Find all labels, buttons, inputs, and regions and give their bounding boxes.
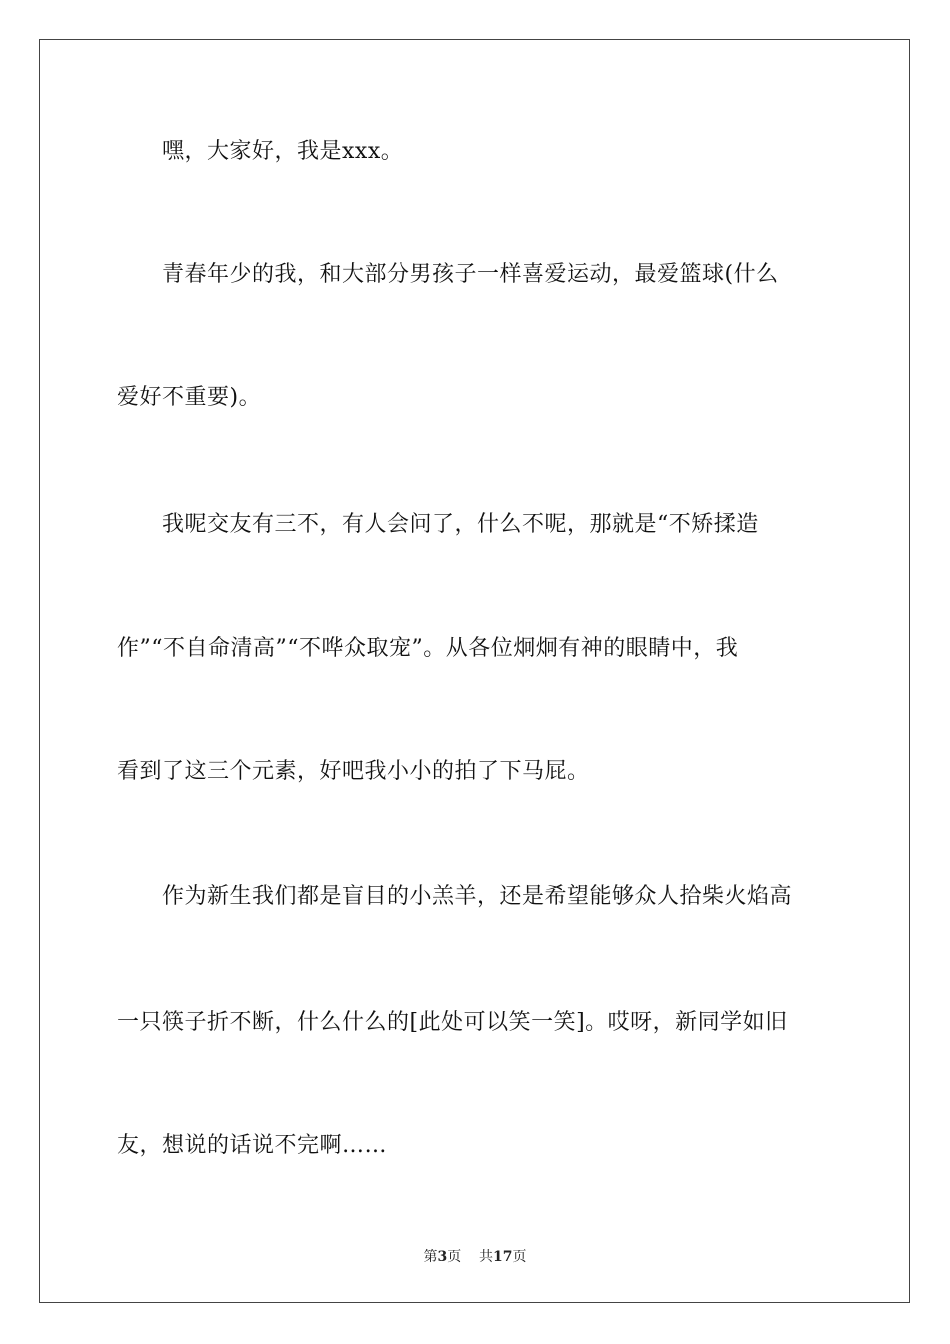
paragraph-friends-line-2: 作”“不自命清高”“不哗众取宠”。从各位炯炯有神的眼睛中，我 <box>117 636 739 661</box>
total-pages: 17 <box>493 1249 513 1265</box>
paragraph-friends-line-1: 我呢交友有三不，有人会问了，什么不呢，那就是“不矫揉造 <box>117 512 759 537</box>
paragraph-greeting: 嘿，大家好，我是xxx。 <box>117 139 404 164</box>
page-number: 3 <box>437 1249 448 1265</box>
page-footer <box>0 1248 950 1266</box>
paragraph-hobby-line-1: 青春年少的我，和大部分男孩子一样喜爱运动，最爱篮球(什么 <box>117 262 779 287</box>
page-suffix: 页 <box>447 1249 462 1265</box>
paragraph-newcomers-line-2: 一只筷子折不断，什么什么的[此处可以笑一笑]。哎呀，新同学如旧 <box>117 1010 788 1035</box>
paragraph-newcomers-line-3: 友，想说的话说不完啊…… <box>117 1133 388 1158</box>
page-prefix: 第 <box>423 1249 438 1265</box>
total-prefix: 共 <box>479 1249 494 1265</box>
paragraph-hobby-line-2: 爱好不重要)。 <box>117 385 262 410</box>
page-border <box>39 39 910 1303</box>
paragraph-newcomers-line-1: 作为新生我们都是盲目的小羔羊，还是希望能够众人拾柴火焰高 <box>117 884 793 909</box>
paragraph-friends-line-3: 看到了这三个元素，好吧我小小的拍了下马屁。 <box>117 759 590 784</box>
total-suffix: 页 <box>512 1249 527 1265</box>
